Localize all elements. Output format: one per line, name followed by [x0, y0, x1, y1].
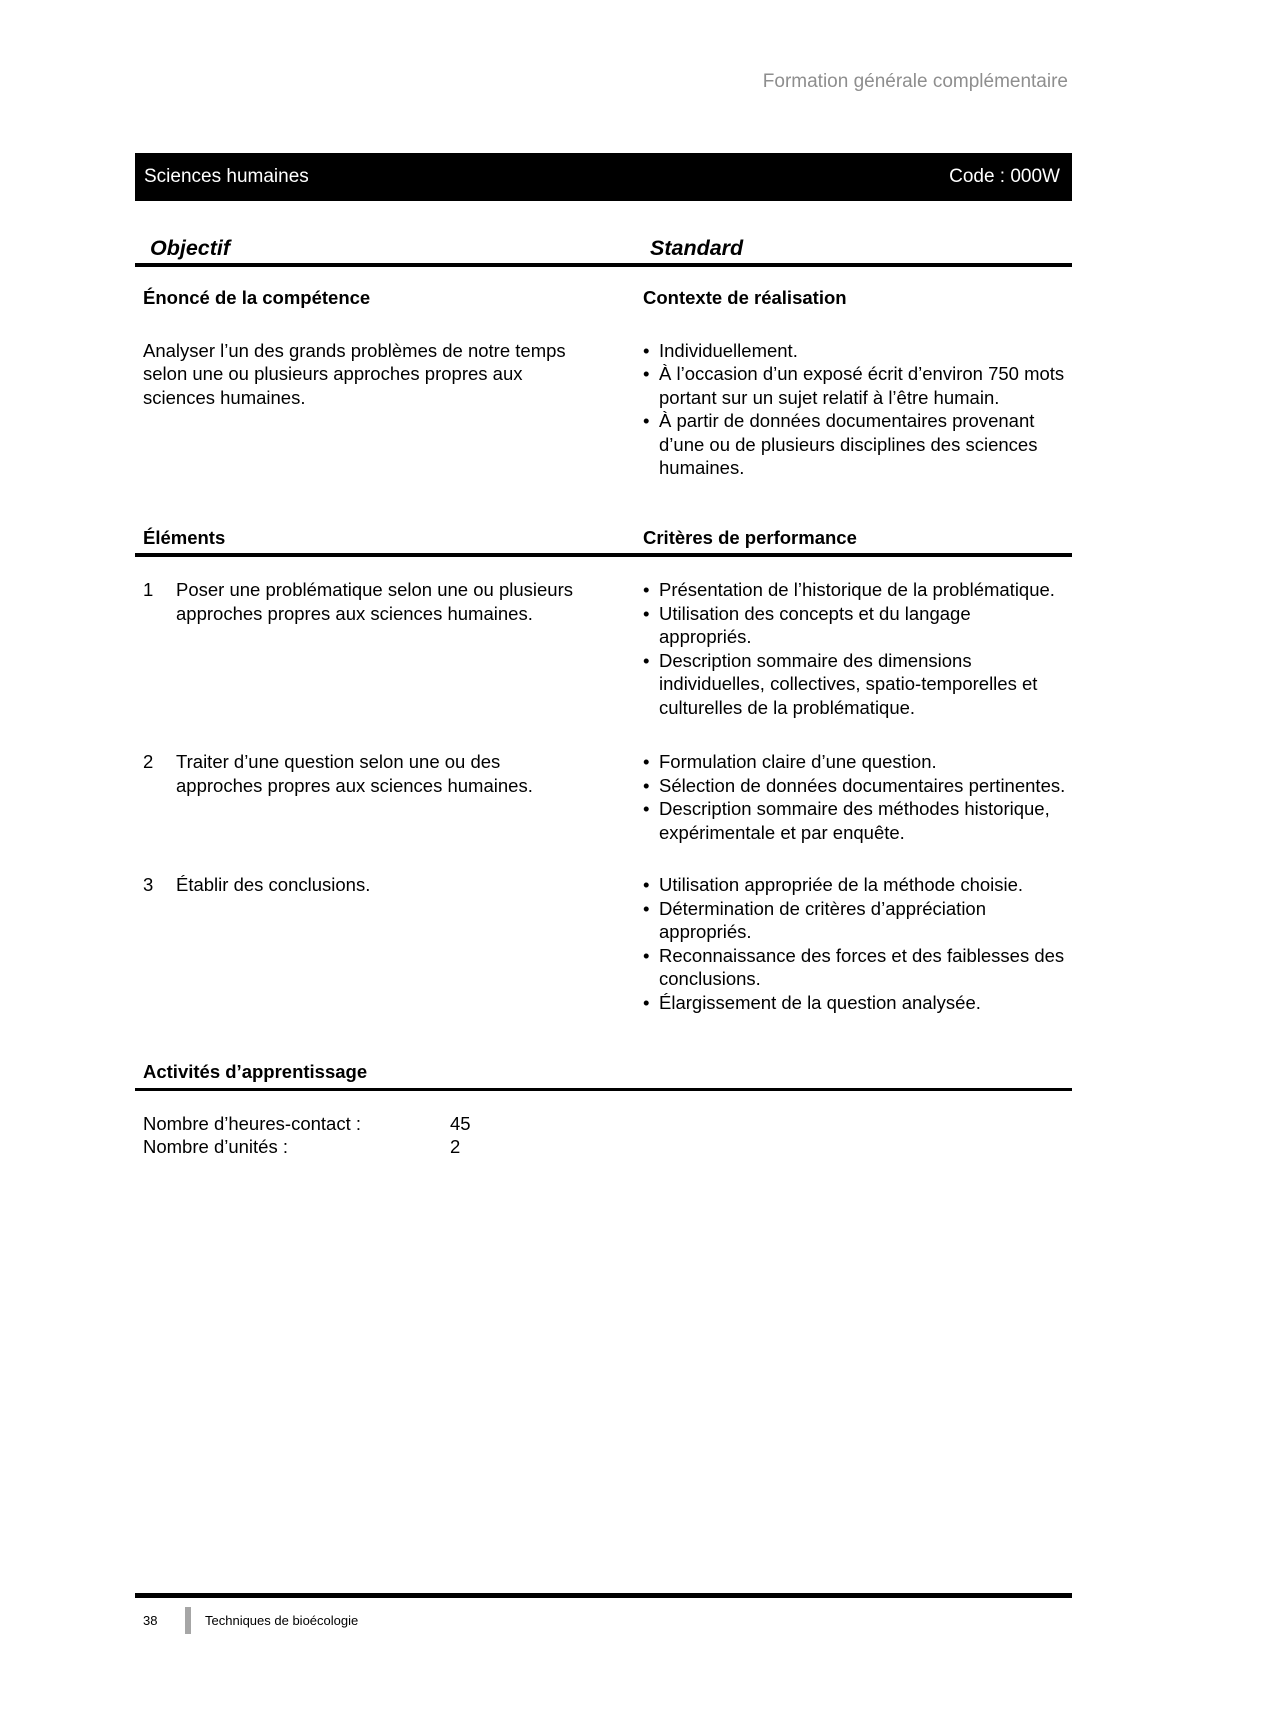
contexte-realisation-heading: Contexte de réalisation	[643, 287, 847, 308]
criteria-bullet-item: • Description sommaire des méthodes historique, expérimentale et par enquête.	[643, 797, 1066, 844]
footer-program-title: Techniques de bioécologie	[205, 1613, 359, 1628]
elements-heading: Éléments	[143, 526, 226, 548]
element-item	[135, 750, 640, 844]
competence-statement: Analyser l’un des grands problèmes de notre temps selon une ou plusieurs approches propres aux sciences humaines.	[143, 339, 566, 408]
page-content	[135, 235, 1072, 1159]
competence-contexte-heading-row	[135, 286, 1072, 310]
page-number: 38	[143, 1613, 158, 1628]
units-label: Nombre d’unités :	[143, 1136, 288, 1157]
criteria-bullet-item: • Sélection de données documentaires pertinentes.	[643, 774, 1066, 798]
contexte-bullet-list	[640, 339, 1072, 480]
hours-contact-row	[143, 1112, 1072, 1136]
element-text: Établir des conclusions.	[176, 874, 371, 895]
element-item	[135, 873, 640, 1014]
criteria-bullet-item: • Utilisation des concepts et du langage appropriés.	[643, 602, 1066, 649]
competence-contexte-body-row	[135, 339, 1072, 480]
elements-divider-rule	[135, 553, 1072, 557]
objectif-heading: Objectif	[150, 236, 231, 260]
criteria-bullet-item: • Reconnaissance des forces et des faiblesses des conclusions.	[643, 944, 1066, 991]
criteria-bullet-item: • Utilisation appropriée de la méthode choisie.	[643, 873, 1066, 897]
criteria-bullet-item: • Description sommaire des dimensions individuelles, collectives, spatio-temporelles et culturelles de la problématique.	[643, 649, 1066, 720]
units-value: 2	[450, 1136, 461, 1157]
criteria-bullet-item: • Détermination de critères d’appréciation appropriés.	[643, 897, 1066, 944]
document-header	[0, 70, 1068, 94]
page-footer	[135, 1593, 1072, 1634]
element-row-1	[135, 578, 1072, 719]
element-number: 3	[143, 874, 154, 895]
criteria-bullet-list	[640, 873, 1072, 1014]
hours-contact-value: 45	[450, 1112, 471, 1134]
element-number: 2	[143, 751, 154, 772]
footer-separator-bar	[185, 1607, 191, 1634]
objectif-standard-header-row	[135, 235, 1072, 261]
criteres-performance-heading: Critères de performance	[643, 526, 857, 548]
element-item	[135, 578, 640, 719]
criteria-bullet-item: • Présentation de l’historique de la problématique.	[643, 578, 1066, 602]
element-text: Poser une problématique selon une ou plusieurs approches propres aux sciences humaines.	[176, 579, 573, 624]
contexte-bullet-item: • À l’occasion d’un exposé écrit d’environ 750 mots portant sur un sujet relatif à l’être humain.	[643, 362, 1066, 409]
footer-rule	[135, 1593, 1072, 1598]
standard-heading: Standard	[650, 236, 744, 260]
activites-divider-rule	[135, 1088, 1072, 1091]
element-text: Traiter d’une question selon une ou des approches propres aux sciences humaines.	[176, 751, 533, 796]
element-row-2	[135, 750, 1072, 844]
hours-block	[135, 1112, 1072, 1159]
course-subject-label: Sciences humaines	[144, 166, 309, 187]
units-row	[143, 1135, 1072, 1159]
section-divider-rule	[135, 263, 1072, 267]
hours-contact-label: Nombre d’heures-contact :	[143, 1112, 361, 1134]
criteria-bullet-item: • Élargissement de la question analysée.	[643, 991, 1066, 1015]
activites-apprentissage-heading: Activités d’apprentissage	[143, 1061, 368, 1082]
contexte-bullet-item: • Individuellement.	[643, 339, 1066, 363]
elements-criteres-heading-row	[135, 526, 1072, 550]
element-row-3	[135, 873, 1072, 1014]
criteria-bullet-list	[640, 578, 1072, 719]
enonce-competence-heading: Énoncé de la compétence	[143, 287, 371, 308]
criteria-bullet-list	[640, 750, 1072, 844]
document-header-text: Formation générale complémentaire	[762, 71, 1068, 92]
contexte-bullet-item: • À partir de données documentaires provenant d’une ou de plusieurs disciplines des sciences humaines.	[643, 409, 1066, 480]
footer-row	[135, 1607, 1072, 1634]
course-title-bar	[135, 153, 1072, 201]
element-number: 1	[143, 579, 154, 600]
course-code-label: Code : 000W	[949, 166, 1060, 187]
criteria-bullet-item: • Formulation claire d’une question.	[643, 750, 1066, 774]
